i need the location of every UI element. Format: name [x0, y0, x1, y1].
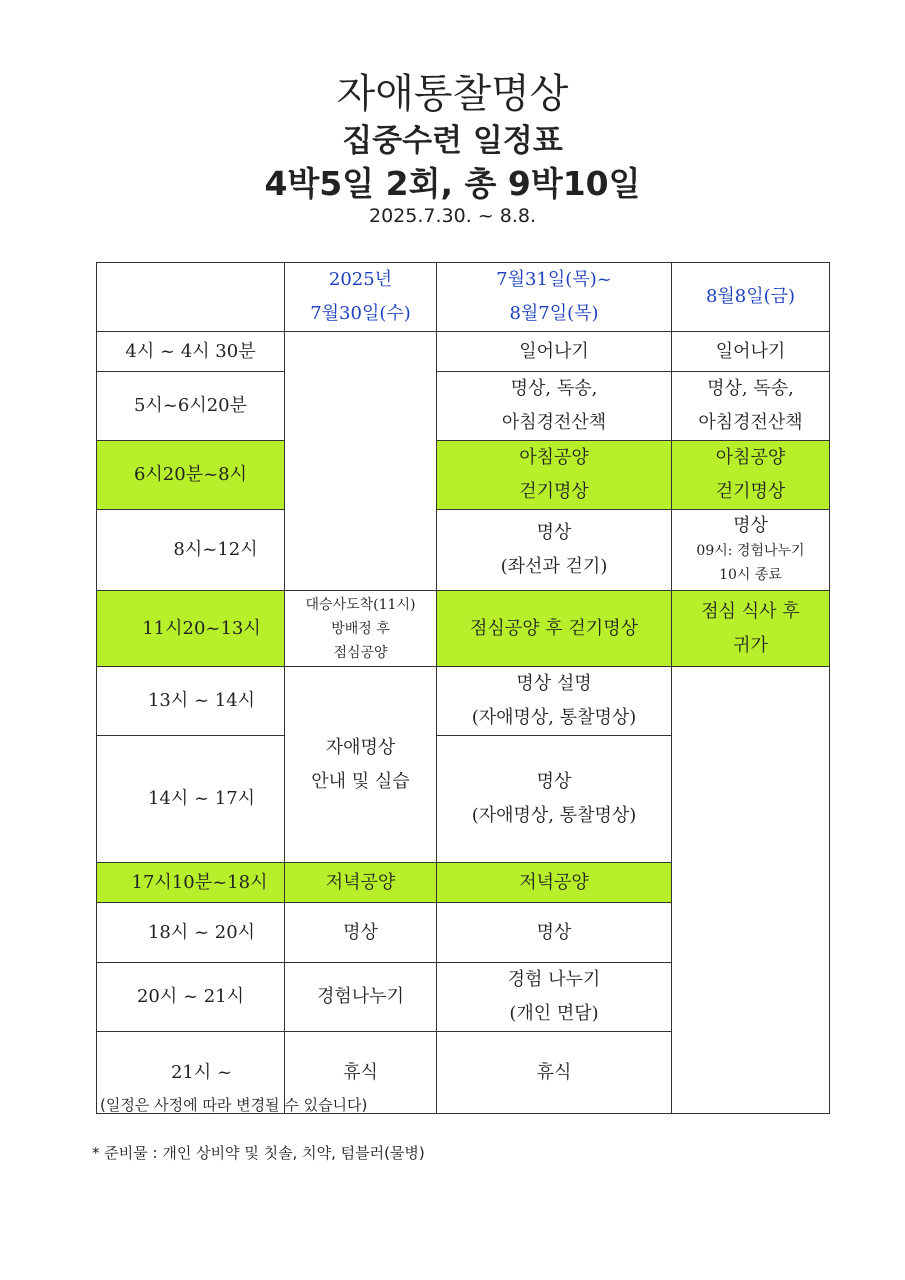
date-range: 2025.7.30. ~ 8.8.: [369, 205, 536, 227]
cell-line: (자애명상, 통찰명상): [471, 805, 637, 826]
schedule-table: [96, 262, 830, 1114]
time-cell: 18시 ~ 20시: [97, 903, 285, 963]
cell: [672, 510, 830, 591]
time-cell: 13시 ~ 14시: [97, 667, 285, 736]
cell: 경험나누기: [285, 963, 437, 1032]
cell-line: 방배정 후: [331, 620, 390, 637]
table-row: [97, 372, 830, 441]
empty-block-day1-morning: [285, 332, 437, 591]
cell-line: 아침경전산책: [501, 412, 607, 433]
cell-line: 걷기명상: [715, 481, 786, 502]
cell: 저녁공양: [285, 863, 437, 903]
cell-line: 명상, 독송,: [510, 378, 598, 399]
header-middle-start: 7월31일(목)~: [496, 269, 612, 290]
table-row: [97, 441, 830, 510]
cell: [437, 510, 672, 591]
header-last-day: 8월8일(금): [672, 263, 830, 332]
cell: 휴식: [437, 1032, 672, 1114]
header-day1: [285, 263, 437, 332]
cell-line: 자애명상: [325, 736, 396, 758]
header-empty-cell: [97, 263, 285, 332]
cell-line: 명상, 독송,: [707, 378, 794, 399]
time-cell: 4시 ~ 4시 30분: [97, 332, 285, 372]
header-day1-year: 2025년: [328, 269, 393, 290]
cell-line: (개인 면담): [509, 1003, 599, 1024]
cell: [672, 372, 830, 441]
time-cell: 17시10분~18시: [97, 863, 285, 903]
cell-line: 점심공양: [333, 644, 388, 661]
cell: 일어나기: [672, 332, 830, 372]
cell-line: (자애명상, 통찰명상): [471, 707, 637, 728]
cell-line: 아침경전산책: [698, 412, 803, 433]
time-cell: 14시 ~ 17시: [97, 736, 285, 863]
table-row: [97, 591, 830, 667]
schedule-change-note: (일정은 사정에 따라 변경될 수 있습니다): [100, 1096, 368, 1114]
empty-block-last-day-afternoon: [672, 667, 830, 1114]
time-cell: 5시~6시20분: [97, 372, 285, 441]
table-row: [97, 510, 830, 591]
cell: [285, 667, 437, 863]
cell-line: 점심 식사 후: [701, 600, 800, 622]
cell-line: 명상 설명: [516, 673, 592, 694]
time-cell: 21시 ~: [97, 1032, 285, 1114]
cell-line: 걷기명상: [519, 481, 589, 502]
time-cell: 6시20분~8시: [97, 441, 285, 510]
cell-line: 아침공양: [519, 447, 589, 468]
cell-line: 대승사도착(11시): [305, 596, 416, 613]
cell: [672, 441, 830, 510]
cell: 명상: [437, 903, 672, 963]
cell: [285, 591, 437, 667]
page-subtitle: 집중수련 일정표: [342, 123, 563, 159]
cell: [672, 591, 830, 667]
header-day1-date: 7월30일(수): [310, 303, 411, 324]
table-header-row: [97, 263, 830, 332]
cell-line: 명상: [733, 515, 768, 536]
cell-line: 09시: 경험나누기: [696, 543, 805, 559]
page-title: 자애통찰명상: [336, 71, 569, 117]
cell: [437, 736, 672, 863]
cell-line: (좌선과 걷기): [500, 556, 608, 577]
cell-line: 아침공양: [715, 447, 786, 468]
cell: [437, 963, 672, 1032]
table-row: [97, 667, 830, 736]
cell: 점심공양 후 걷기명상: [437, 591, 672, 667]
cell-line: 안내 및 실습: [311, 770, 410, 792]
cell: 일어나기: [437, 332, 672, 372]
cell-line: 명상: [536, 522, 572, 543]
duration-heading: 4박5일 2회, 총 9박10일: [264, 164, 641, 203]
header-middle-days: [437, 263, 672, 332]
cell-line: 경험 나누기: [507, 969, 601, 990]
cell-line: 10시 종료: [719, 567, 782, 583]
cell: [437, 372, 672, 441]
header-middle-end: 8월7일(목): [509, 303, 599, 324]
cell: [437, 441, 672, 510]
table-row: [97, 332, 830, 372]
time-cell: 8시~12시: [97, 510, 285, 591]
preparation-list: * 준비물 : 개인 상비약 및 칫솔, 치약, 텀블러(물병): [92, 1144, 425, 1162]
cell: 명상: [285, 903, 437, 963]
cell: [437, 667, 672, 736]
cell-line: 명상: [536, 771, 572, 792]
time-cell: 20시 ~ 21시: [97, 963, 285, 1032]
time-cell: 11시20~13시: [97, 591, 285, 667]
cell: 저녁공양: [437, 863, 672, 903]
cell: 휴식: [285, 1032, 437, 1114]
cell-line: 귀가: [733, 634, 768, 656]
